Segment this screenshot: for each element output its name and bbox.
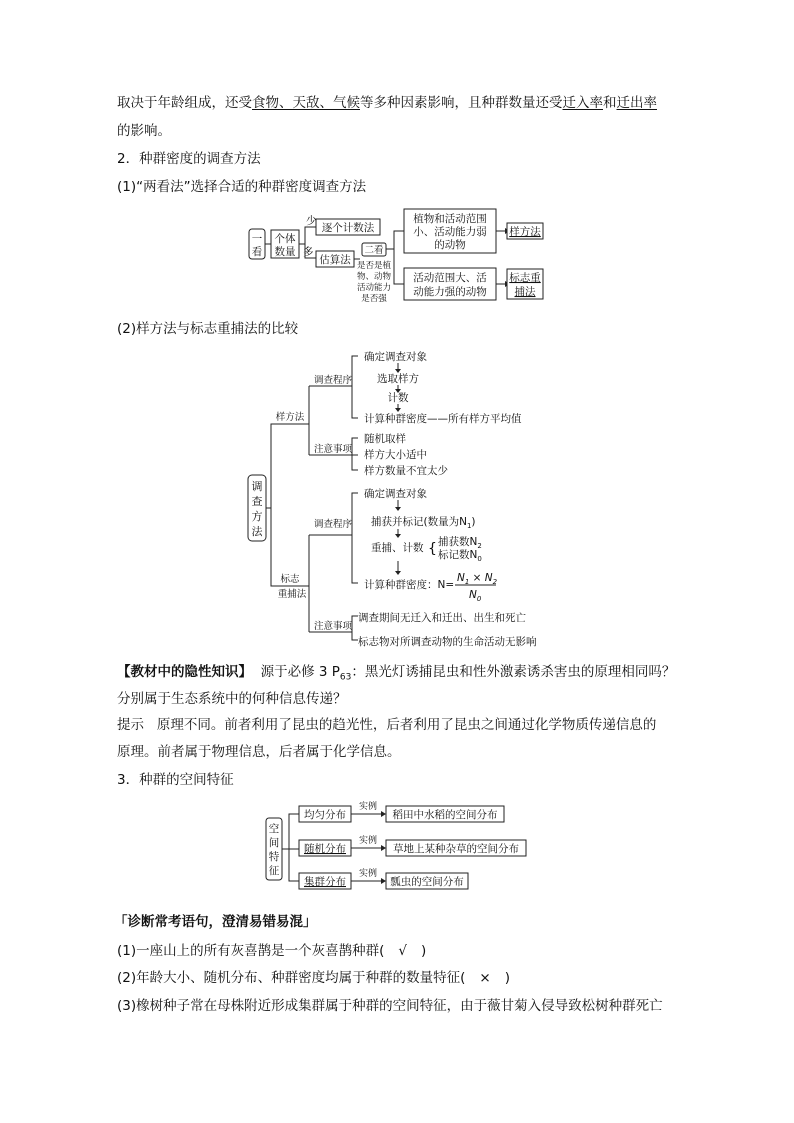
hidden-q-sub: 63 [339,672,352,683]
spatial-root-1: 空 [268,823,280,835]
para1-text3: 和 [603,95,617,111]
mark-2: × [479,970,491,986]
yf-step-4: 计算种群密度——所有样方平均值 [364,413,522,425]
method-root-1: 调 [251,480,263,493]
yikan-char1: 一 [251,233,263,245]
diagnose-item-2: (2)年龄大小、随机分布、种群密度均属于种群的数量特征( × ) [117,970,510,986]
section2-sub2: (2)样方法与标志重捕法的比较 [117,321,299,337]
diagnose-item-3: (3)橡树种子常在母株附近形成集群属于种群的空间特征，由于薇甘菊入侵导致松树种群死亡 [117,998,663,1014]
method-root-3: 方 [251,510,263,523]
geti-line2: 数量 [274,246,296,258]
biaozhi-result-line1: 标志重 [509,272,541,284]
diagnose-title-text: 诊断常考语句，澄清易错易混 [127,914,303,930]
erkan-note-4: 是否强 [361,294,387,304]
bz-step-1: 确定调查对象 [364,488,427,500]
para1-line2: 的影响。 [117,123,171,139]
yf-note-2: 样方大小适中 [364,449,427,461]
example-label-1: 实例 [358,802,378,812]
shao-label: 少 [306,215,317,227]
section3-heading: 3．种群的空间特征 [117,772,234,788]
method-root-2: 查 [251,495,263,508]
para1-underline1: 食物、天敌、气候 [252,95,360,111]
method-root-4: 法 [251,525,263,538]
bz-procedure-label: 调查程序 [313,519,353,530]
mark-1: √ [398,943,407,959]
hidden-tag: 【教材中的隐性知识】 [117,664,252,680]
hint-text1: 原理不同。前者利用了昆虫的趋光性，后者利用了昆虫之间通过化学物质传递信息的 [156,717,657,733]
erkan-label: 二看 [364,245,384,256]
example-text-1: 稻田中水稻的空间分布 [392,809,498,821]
bz-step-4: 计算种群密度：N= [364,579,455,591]
random-label: 随机分布 [304,843,346,855]
branch-biaozhi-2: 重捕法 [277,589,307,600]
bz-recount-2: 标记数$N_0$ [438,549,482,563]
para1-underline3: 迁出率 [616,95,657,111]
hidden-hint-line2: 原理。前者属于物理信息，后者属于化学信息。 [117,744,401,760]
diagnose-item-1: (1)一座山上的所有灰喜鹊是一个灰喜鹊种群( √ ) [117,943,427,959]
yf-note-3: 样方数量不宜太少 [364,465,448,477]
yf-step-2: 选取样方 [377,373,419,385]
bz-step-3: 重捕、计数 [371,542,424,554]
bz-recount-1: 捕获数$N_2$ [438,536,482,550]
branch-biaozhi-1: 标志 [280,574,300,585]
bz-formula-numerator: $N_1 \times N_2$ [457,572,498,586]
yangfang-result: 样方法 [509,226,541,238]
example-label-3: 实例 [358,869,378,879]
animal-line2: 动能力强的动物 [413,286,487,298]
yf-step-1: 确定调查对象 [364,351,427,363]
hidden-q-line2: 分别属于生态系统中的何种信息传递？ [117,691,347,707]
plant-line3: 的动物 [434,239,466,251]
spatial-root-2: 间 [268,837,280,849]
cluster-label: 集群分布 [304,876,346,888]
animal-line1: 活动范围大、活 [413,272,487,284]
biaozhi-result-line2: 捕法 [514,286,536,298]
duo-label: 多 [303,246,314,258]
example-text-2: 草地上某种杂草的空间分布 [393,843,519,855]
para1-underline2: 迁入率 [562,95,603,111]
erkan-note-1: 是否是植 [356,261,392,271]
branch-yangfang: 样方法 [275,412,305,423]
plant-line2: 小、活动能力弱 [413,226,487,238]
gusuan-label: 估算法 [319,254,351,266]
yf-note-1: 随机取样 [364,433,406,445]
hint-label: 提示 [117,717,144,733]
spatial-root-4: 征 [268,865,280,877]
yf-step-3: 计数 [387,392,409,404]
hidden-q1: 源于必修 3 P [260,664,340,680]
yf-notes-label: 注意事项 [313,444,353,455]
hidden-q2: ：黑光灯诱捕昆虫和性外激素诱杀害虫的原理相同吗？ [351,664,676,680]
geti-line1: 个体 [274,233,296,245]
spatial-root-3: 特 [268,851,280,863]
uniform-label: 均匀分布 [304,809,346,821]
example-label-2: 实例 [358,836,378,846]
bz-note-2: 标志物对所调查动物的生命活动无影响 [358,636,537,648]
erkan-note-2: 物、动物 [356,272,392,282]
section2-sub1: (1)“两看法”选择合适的种群密度调查方法 [117,179,367,195]
diagnose-title: 「诊断常考语句，澄清易错易混」 [114,914,317,930]
para1-text2: 等多种因素影响，且种群数量还受 [360,95,563,111]
erkan-note-3: 活动能力 [356,283,392,293]
bz-formula-denominator: $N_0$ [469,589,482,603]
yf-procedure-label: 调查程序 [313,375,353,386]
bz-step-2: 捕获并标记(数量为$N_1$) [371,516,476,530]
zhuge-label: 逐个计数法 [321,222,375,234]
yikan-char2: 看 [251,246,263,258]
bz-notes-label: 注意事项 [313,621,353,632]
example-text-3: 瓢虫的空间分布 [390,876,464,888]
para1-text1: 取决于年龄组成，还受 [117,95,252,111]
plant-line1: 植物和活动范围 [413,213,487,225]
bz-note-1: 调查期间无迁入和迁出、出生和死亡 [358,612,526,624]
bz-brace: { [428,541,437,557]
section2-heading: 2．种群密度的调查方法 [117,151,261,167]
